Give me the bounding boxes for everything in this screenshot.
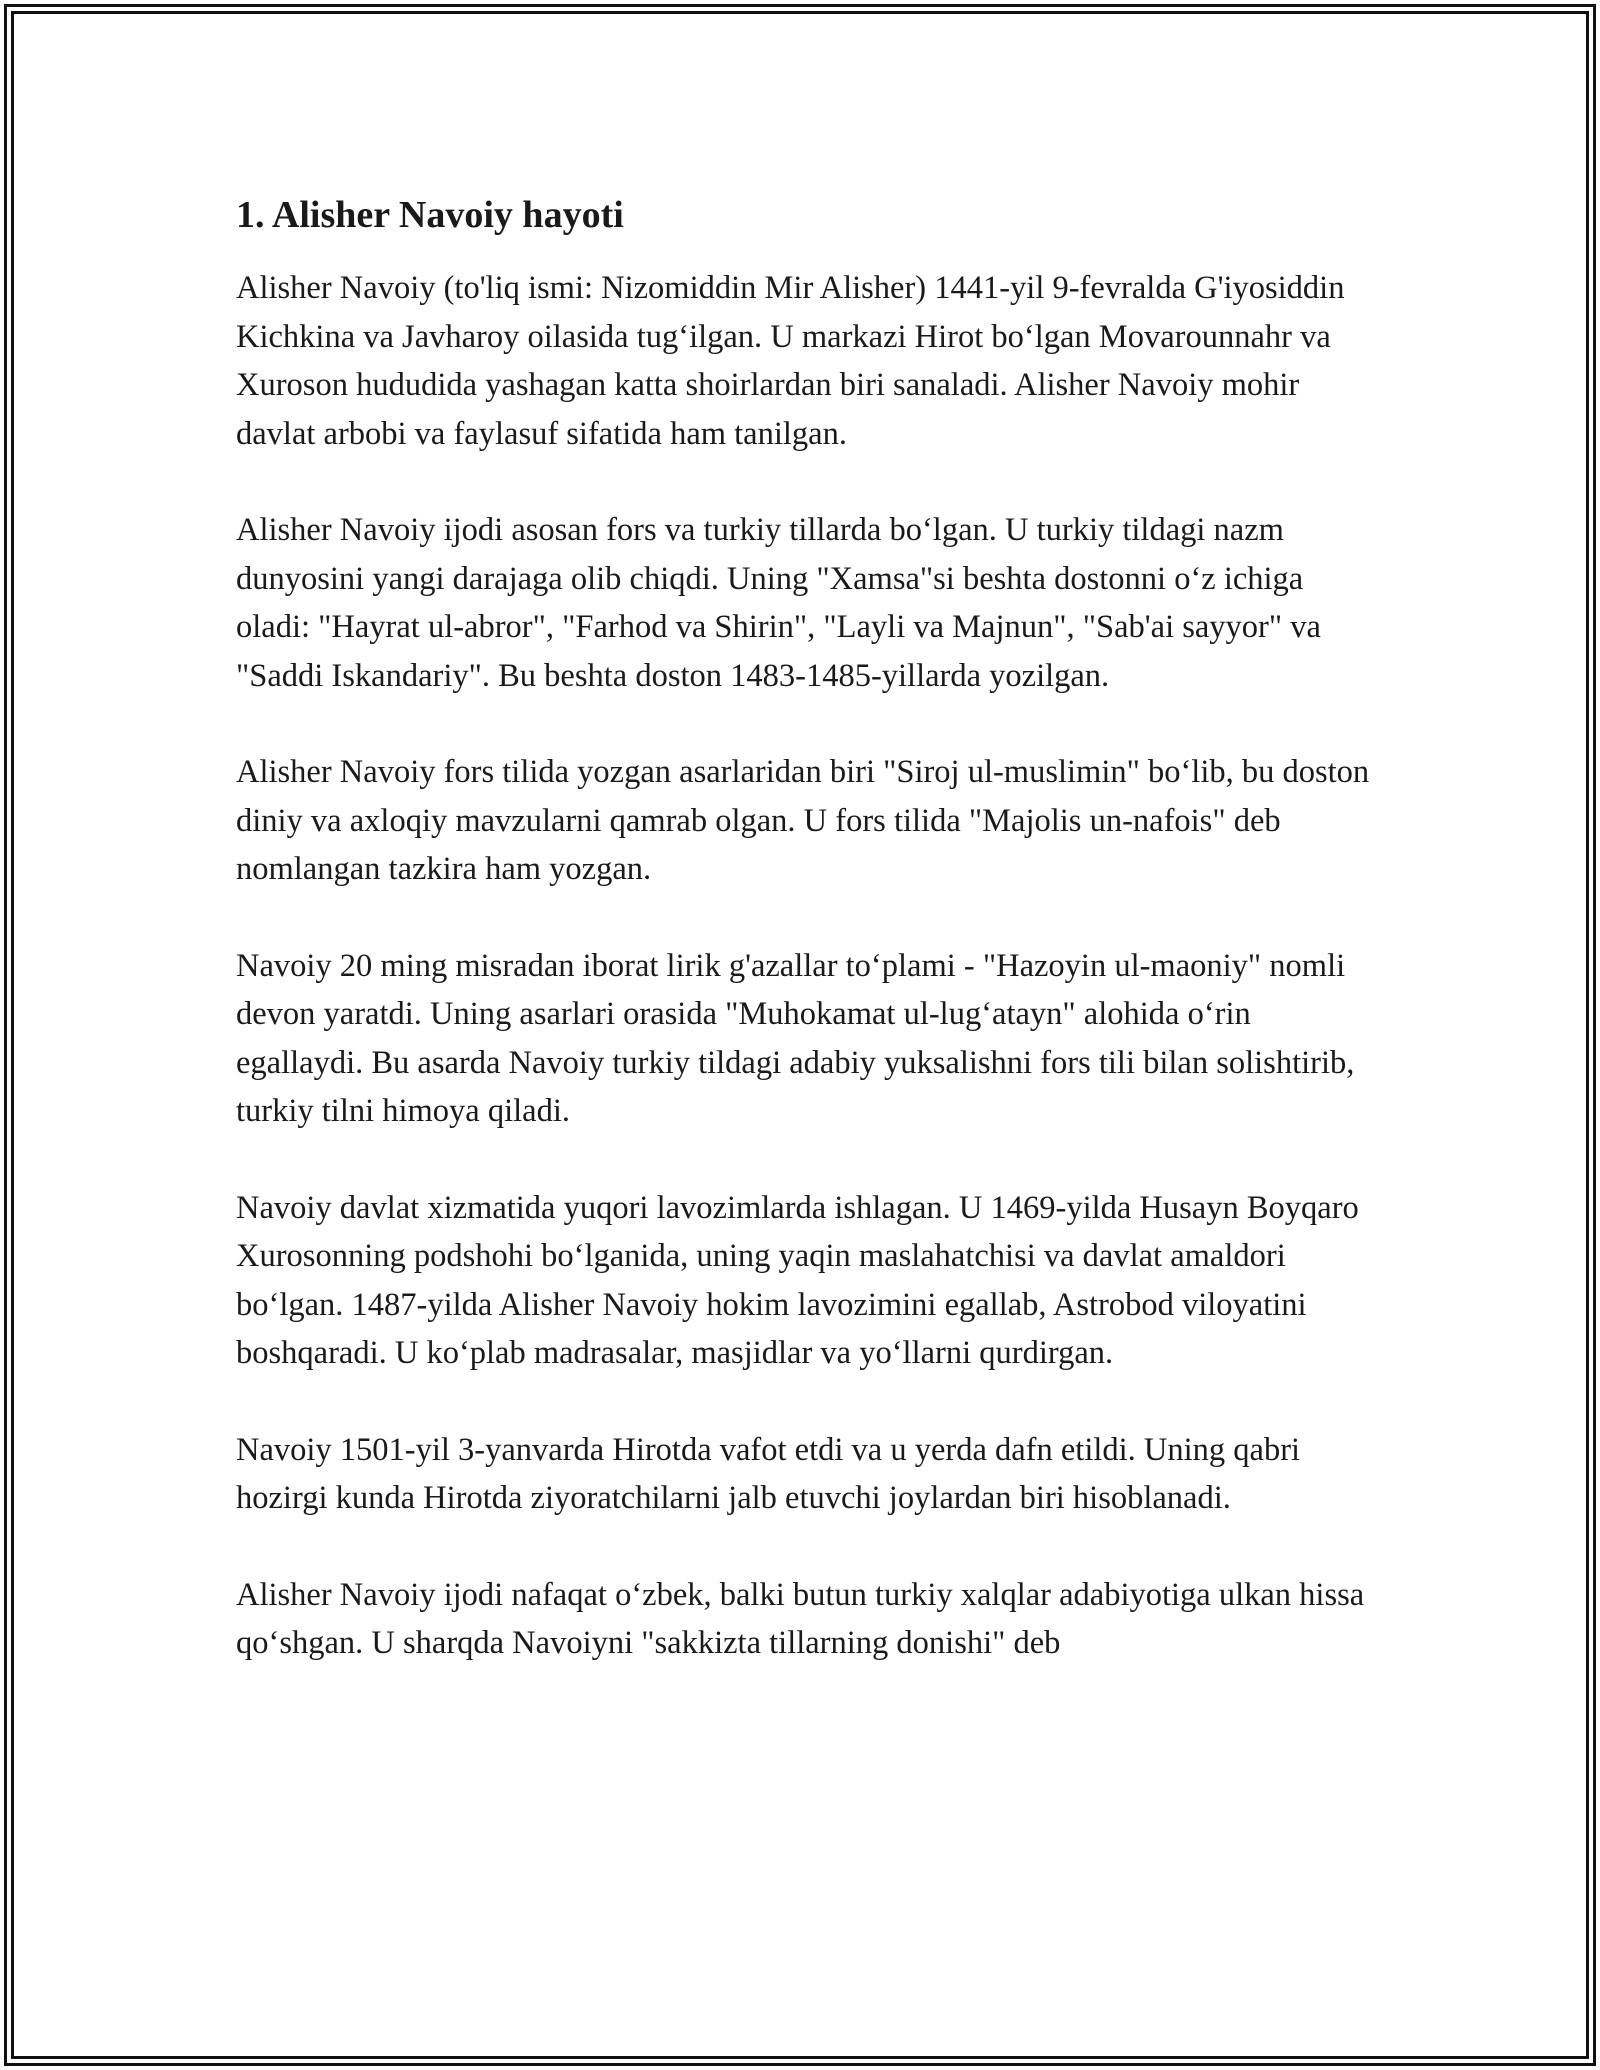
document-body <box>236 186 1376 1716</box>
paragraph-divan: Navoiy 20 ming misradan iborat lirik g'azallar to‘plami - "Hazoyin ul-maoniy" nomli devon yaratdi. Uning asarlari orasida "Muhokamat ul-lug‘atayn" alohida o‘rin egallaydi. Bu asarda Navoiy turkiy tildagi adabiy yuksalishni fors tili bilan solishtirib, turkiy tilni himoya qiladi. <box>236 947 1355 1129</box>
paragraph-legacy: Alisher Navoiy ijodi nafaqat o‘zbek, balki butun turkiy xalqlar adabiyotiga ulkan hissa qo‘shgan. U sharqda Navoiyni "sakkizta tillarning donishi" deb <box>236 1576 1365 1661</box>
section-heading: 1. Alisher Navoiy hayoti <box>236 194 624 236</box>
paragraph-khamsa: Alisher Navoiy ijodi asosan fors va turkiy tillarda bo‘lgan. U turkiy tildagi nazm dunyosini yangi darajaga olib chiqdi. Uning "Xamsa"si beshta dostonni o‘z ichiga oladi: "Hayrat ul-abror", "Farhod va Shirin", "Layli va Majnun", "Sab'ai sayyor" va "Saddi Iskandariy". Bu beshta doston 1483-1485-yillarda yozilgan. <box>236 512 1321 694</box>
paragraph-biography: Alisher Navoiy (to'liq ismi: Nizomiddin Mir Alisher) 1441-yil 9-fevralda G'iyosiddin Kichkina va Javharoy oilasida tug‘ilgan. U markazi Hirot bo‘lgan Movarounnahr va Xuroson hududida yashagan katta shoirlardan biri sanaladi. Alisher Navoiy mohir davlat arbobi va faylasuf sifatida ham tanilgan. <box>236 270 1345 452</box>
paragraph-state-service: Navoiy davlat xizmatida yuqori lavozimlarda ishlagan. U 1469-yilda Husayn Boyqaro Xurosonning podshohi bo‘lganida, uning yaqin maslahatchisi va davlat amaldori bo‘lgan. 1487-yilda Alisher Navoiy hokim lavozimini egallab, Astrobod viloyatini boshqaradi. U ko‘plab madrasalar, masjidlar va yo‘llarni qurdirgan. <box>236 1189 1359 1371</box>
paragraph-persian-works: Alisher Navoiy fors tilida yozgan asarlaridan biri "Siroj ul-muslimin" bo‘lib, bu doston diniy va axloqiy mavzularni qamrab olgan. U fors tilida "Majolis un-nafois" deb nomlangan tazkira ham yozgan. <box>236 754 1370 887</box>
paragraph-death: Navoiy 1501-yil 3-yanvarda Hirotda vafot etdi va u yerda dafn etildi. Uning qabri hozirgi kunda Hirotda ziyoratchilarni jalb etuvchi joylardan biri hisoblanadi. <box>236 1431 1301 1516</box>
